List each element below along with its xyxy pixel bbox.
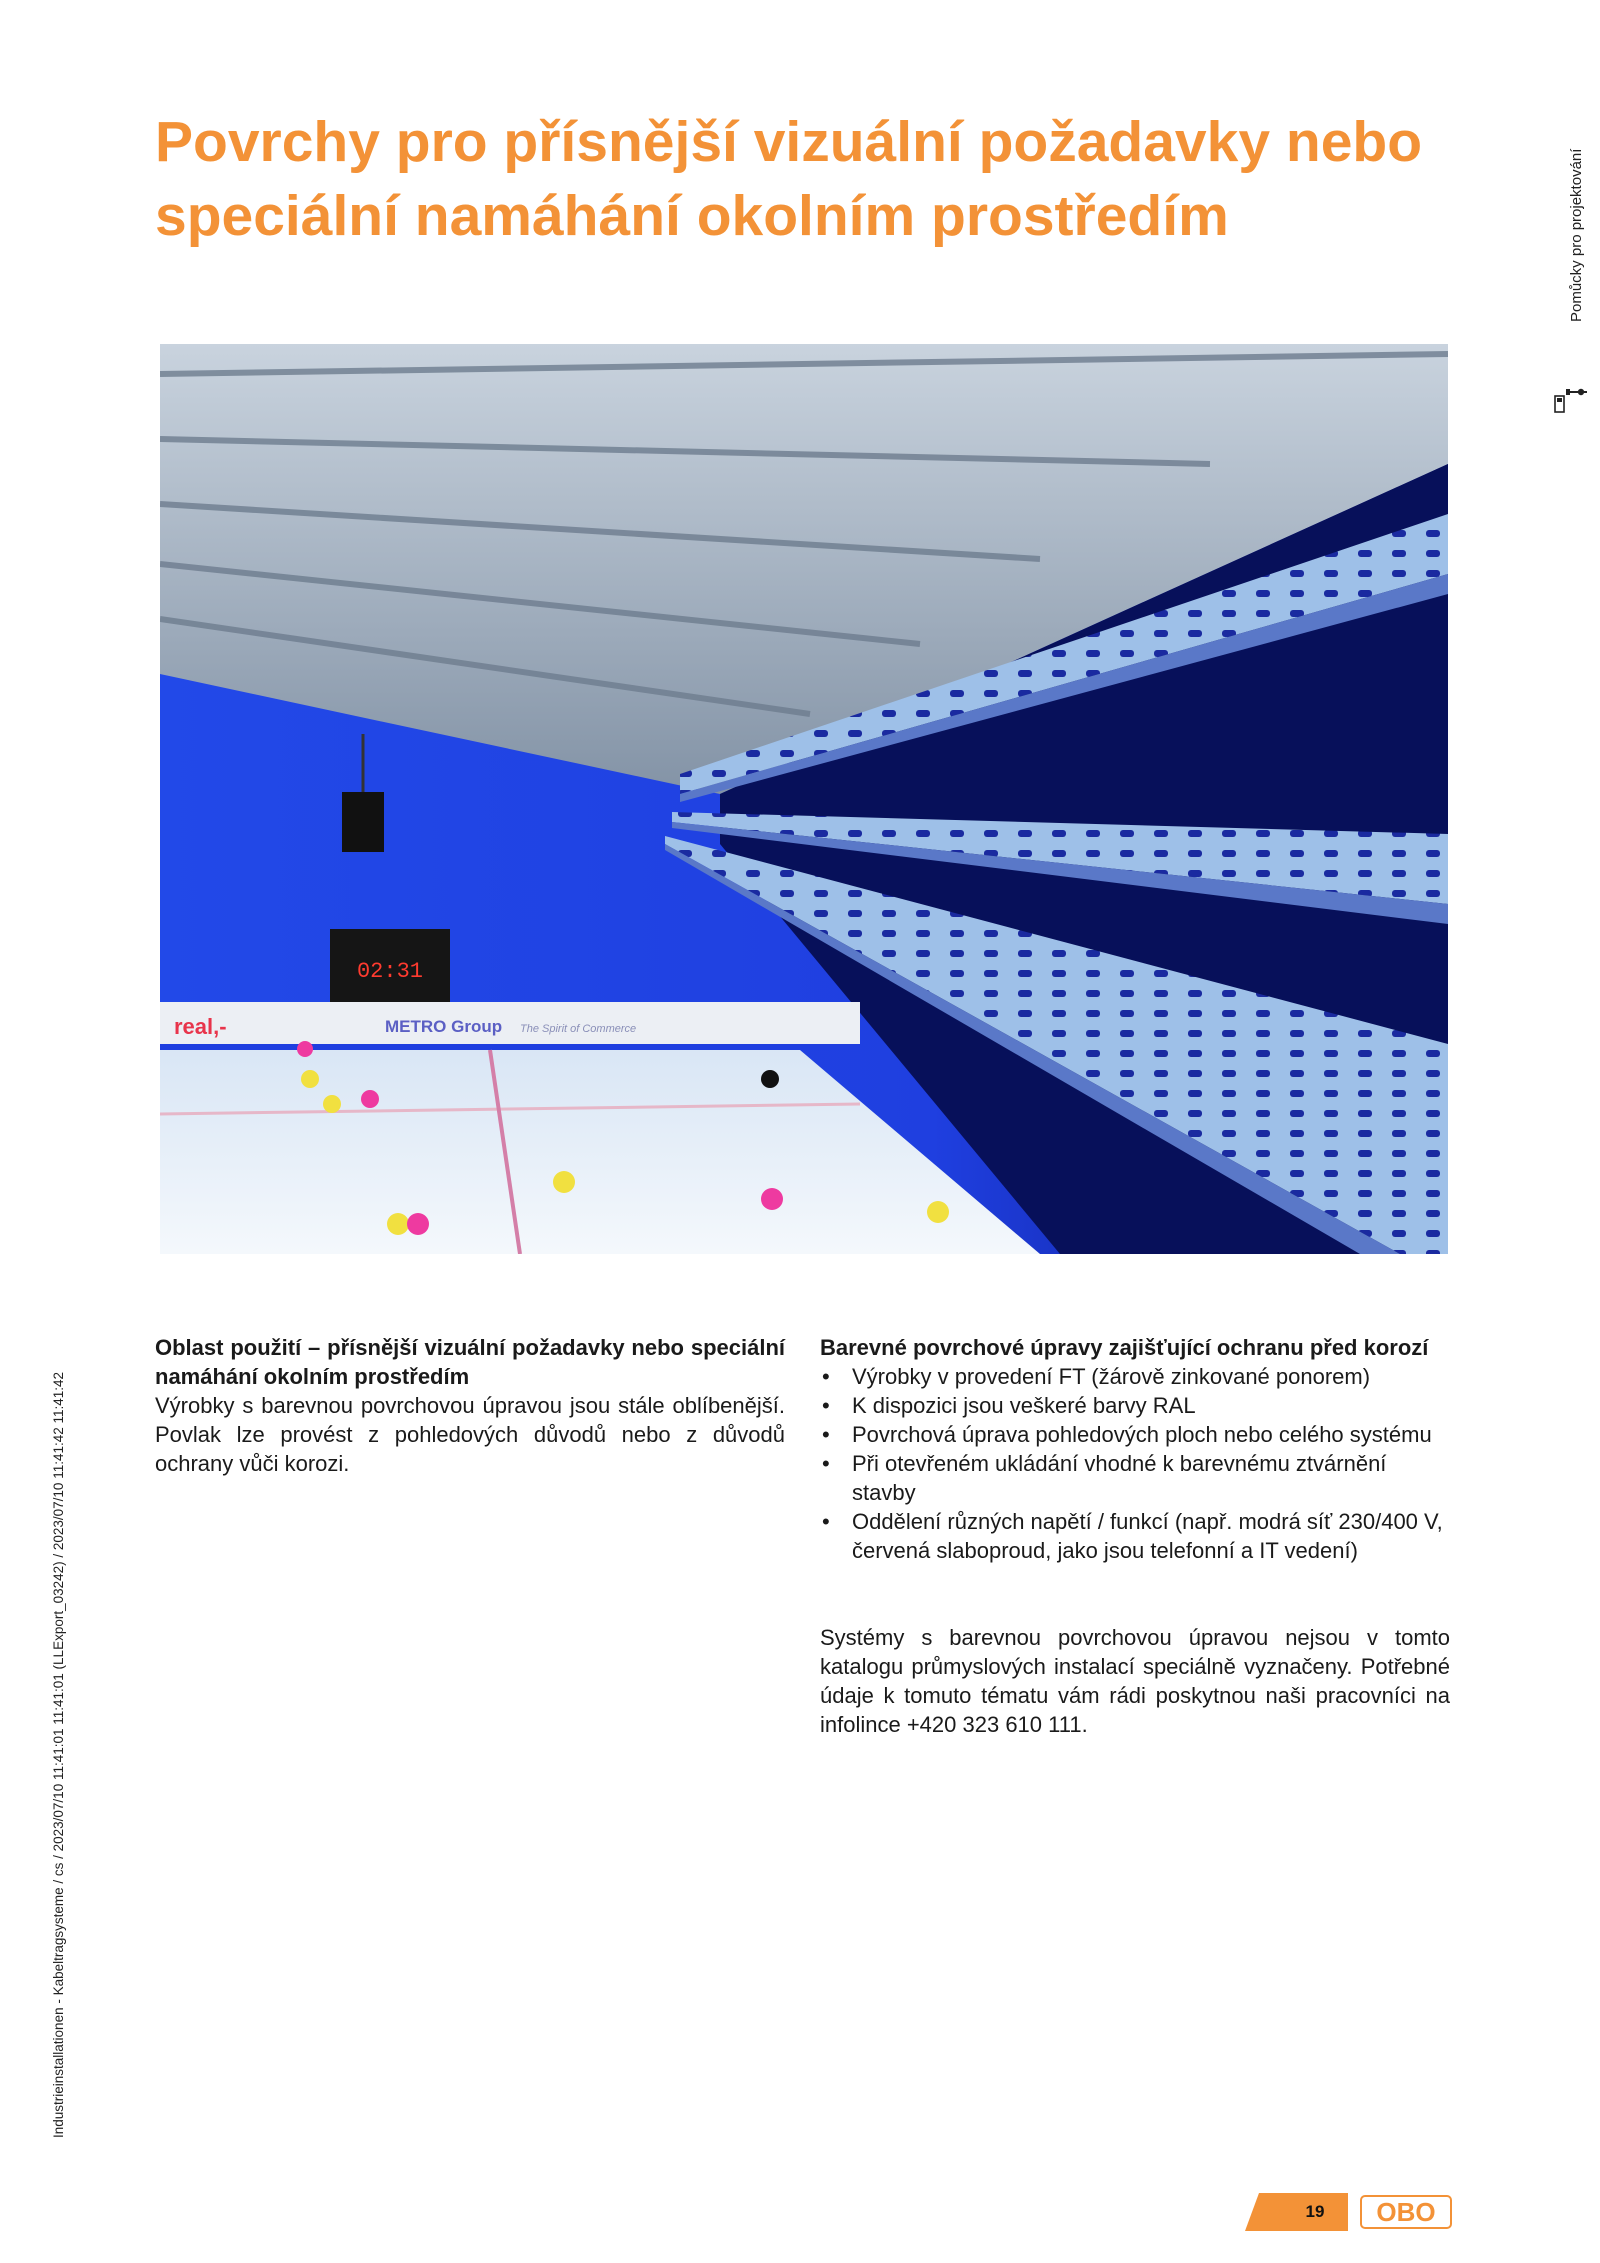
scoreboard-display: 02:31 [356,959,424,984]
board-ad-real: real,- [174,1014,227,1039]
list-item: • Oddělení různých napětí / funkcí (např. modrá síť 230/400 V, červená slaboproud, jako jsou telefonní a IT vedení) [820,1507,1450,1565]
feature-list [820,1362,1450,1565]
left-column-text: Výrobky s barevnou povrchovou úpravou jsou stále oblíbenější. Povlak lze provést z pohledových důvodů nebo z důvodů ochrany vůči korozi. [155,1393,785,1476]
page-number: 19 [1305,2202,1325,2221]
obo-logo [1360,2195,1452,2229]
list-item: • Povrchová úprava pohledových ploch nebo celého systému [820,1420,1450,1449]
left-column [155,1333,785,1478]
right-column [820,1333,1450,1739]
ice-rink-photo [160,344,1448,1254]
list-item: • Výrobky v provedení FT (žárově zinkované ponorem) [820,1362,1450,1391]
right-column-heading: Barevné povrchové úpravy zajišťující ochranu před korozí [820,1335,1429,1360]
svg-text:OBO: OBO [1376,2197,1436,2227]
catalog-note: Systémy s barevnou povrchovou úpravou nejsou v tomto katalogu průmyslových instalací speciálně vyznačeny. Potřebné údaje k tomuto tématu vám rádi poskytnou naši pracovníci na infolince +420 323 610 111. [820,1625,1450,1737]
list-item: • Při otevřeném ukládání vhodné k barevnému ztvárnění stavby [820,1449,1450,1507]
left-column-heading: Oblast použití – přísnější vizuální požadavky nebo speciální namáhání okolním prostředím [155,1335,785,1389]
board-ad-metro: METRO Group [385,1017,503,1036]
side-section-label: Pomůcky pro projektování [1568,148,1585,322]
planning-tools-icon [1553,386,1589,416]
board-ad-slogan: The Spirit of Commerce [520,1023,637,1035]
print-meta-label: Industrieinstallationen - Kabeltragsysteme / cs / 2023/07/10 11:41:01 11:41:01 (LLExport_03242) / 2023/07/10 11:41:42 11:41:42 [51,1371,66,2138]
page-title: Povrchy pro přísnější vizuální požadavky nebo speciální namáhání okolním prostředím [155,110,1423,248]
list-item: • K dispozici jsou veškeré barvy RAL [820,1391,1450,1420]
